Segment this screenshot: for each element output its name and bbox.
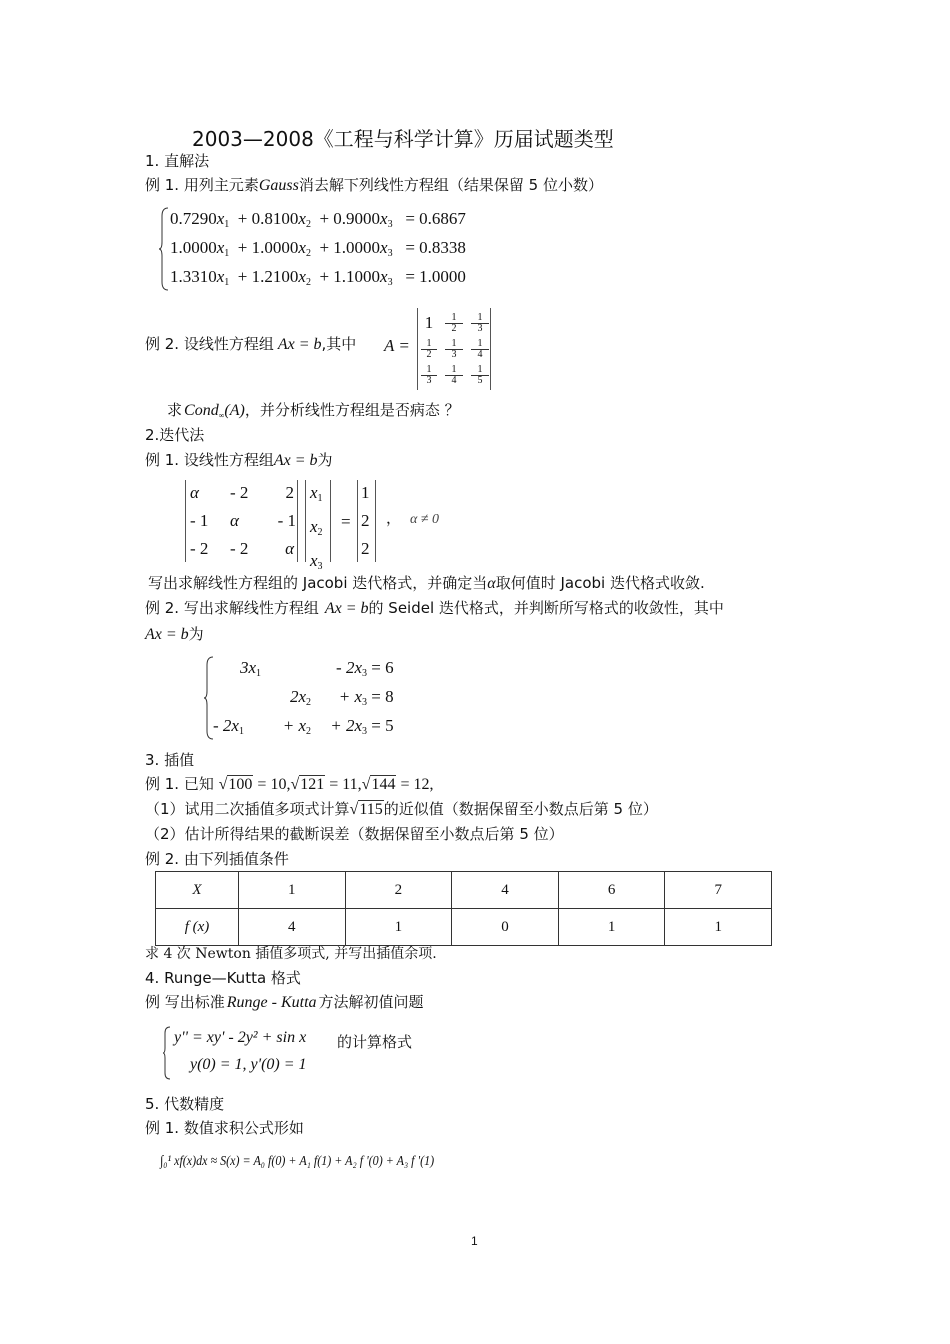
- s2-example1-desc: 写出求解线性方程组的 Jacobi 迭代格式，并确定当α取何值时 Jacobi 迭代格式收敛.: [148, 574, 705, 592]
- s1-ex1-gauss: Gauss: [258, 177, 299, 194]
- s2-matrix-left-bar: [185, 480, 186, 562]
- table-cell: 1: [345, 909, 452, 946]
- s3-example2-question: 求 4 次 Newton 插值多项式, 并写出插值余项.: [145, 946, 437, 962]
- s1-hilbert-left-bar: [417, 308, 418, 390]
- s2-sys-row-2: $2x_2 + x_3 = 8$: [289, 687, 394, 708]
- section-heading-direct: 1. 直解法: [145, 152, 210, 170]
- table-cell: 1: [665, 909, 772, 946]
- table-cell: 7: [665, 872, 772, 909]
- s1-example1-line: [145, 175, 603, 196]
- s2-comma: ，: [386, 509, 402, 527]
- s1-eq-row-1: $0.7290x_1 + 0.8100x_2 + 0.9000x_3 = 0.6867$: [170, 209, 466, 230]
- table-cell: 1: [239, 872, 346, 909]
- s4-example-line: 例 写出标准 Runge - Kutta 方法解初值问题: [145, 993, 424, 1011]
- section-heading-interpolation: 3. 插值: [145, 751, 195, 769]
- s4-ode-initial: y(0) = 1, y'(0) = 1: [190, 1056, 307, 1073]
- s1-hilbert-right-bar: [490, 308, 491, 390]
- s2-sys-row-1: $3x_1 - 2x_3 = 6$: [239, 658, 394, 679]
- table-row-f: [156, 909, 772, 946]
- table-cell: 1: [558, 909, 665, 946]
- table-cell: 4: [239, 909, 346, 946]
- s1-example2-question: 求 Cond$_\infty$(A)，并分析线性方程组是否病态 ？: [167, 401, 460, 420]
- s2-example1-line: 例 1. 设线性方程组Ax = b为: [145, 451, 333, 469]
- s2-x-vector: $x_1$ $x_2$ $x_3$: [310, 483, 323, 572]
- s1-example2-line: 例 2. 设线性方程组 Ax = b,其中: [145, 335, 357, 353]
- s1-eq-row-2: $1.0000x_1 + 1.0000x_2 + 1.0000x_3 = 0.8338$: [170, 238, 466, 259]
- s5-example1-label: 例 1. 数值求积公式形如: [145, 1119, 304, 1137]
- table-cell: 0: [452, 909, 559, 946]
- s1-ex1-label: 例 1. 用列主元素: [145, 176, 259, 194]
- s1-system-brace: [158, 206, 170, 292]
- s2-example2-line2: Ax = b为: [145, 625, 204, 643]
- s2-equals: =: [341, 512, 351, 531]
- table-header-f: f (x): [156, 909, 239, 946]
- page-number: 1: [471, 1234, 478, 1248]
- page-title: 2003—2008《工程与科学计算》历届试题类型: [192, 127, 614, 151]
- section-heading-iterative: 2.迭代法: [145, 426, 205, 444]
- s4-ode-tail: 的计算格式: [337, 1033, 413, 1051]
- s3-example2-label: 例 2. 由下列插值条件: [145, 850, 289, 868]
- table-cell: 6: [558, 872, 665, 909]
- s1-eq-row-3: $1.3310x_1 + 1.2100x_2 + 1.1000x_3 = 1.0000$: [170, 267, 466, 288]
- s2-alpha-condition: α ≠ 0: [410, 512, 440, 527]
- table-cell: 2: [345, 872, 452, 909]
- table-row-x: [156, 872, 772, 909]
- section-heading-runge-kutta: 4. Runge—Kutta 格式: [145, 969, 301, 987]
- table-header-x: X: [156, 872, 239, 909]
- s2-sys-row-3: - $2x_1 + x_2 + 2x_3 = 5$: [213, 716, 394, 737]
- s4-ode-brace: [162, 1025, 172, 1081]
- s4-ode-equation: y'' = xy' - 2y² + sin x: [174, 1029, 307, 1046]
- s2-matrix-right-bar: [297, 480, 298, 562]
- s3-example1-line: 例 1. 已知 √100 = 10,√121 = 11,√144 = 12,: [145, 775, 434, 793]
- s2-bvec-left-bar: [357, 480, 358, 562]
- section-heading-precision: 5. 代数精度: [145, 1095, 225, 1113]
- interpolation-table: [155, 871, 772, 946]
- s2-bvec-right-bar: [375, 480, 376, 562]
- table-cell: 4: [452, 872, 559, 909]
- s2-b-vector: 1 2 2: [361, 483, 370, 558]
- s2-xvec-left-bar: [305, 480, 306, 562]
- s3-question-1: （1）试用二次插值多项式计算√115的近似值（数据保留至小数点后第 5 位）: [145, 800, 658, 818]
- s2-coefficient-matrix: α - 2 2 - 1 α - 1 - 2 - 2 α: [190, 483, 296, 558]
- s3-question-2: （2）估计所得结果的截断误差（数据保留至小数点后第 5 位）: [145, 825, 564, 843]
- s5-quadrature-formula: ∫₀¹ xf(x)dx ≈ S(x) = A₀ f(0) + A₁ f(1) + A₂ f '(0) + A₃ f '(1): [160, 1154, 435, 1169]
- s1-hilbert-matrix: 1 $\frac{1}{2}$ $\frac{1}{3}$ $\frac{1}{2}$ $\frac{1}{3}$ $\frac{1}{4}$ $\frac{1}{3}$ $\frac{1}{4}$ $\frac{1}{5}$: [421, 310, 489, 388]
- s2-example2-line: 例 2. 写出求解线性方程组 Ax = b的 Seidel 迭代格式，并判断所写格式的收敛性，其中: [145, 599, 724, 617]
- s2-xvec-right-bar: [330, 480, 331, 562]
- s1-ex1-rest: 消去解下列线性方程组（结果保留 5 位小数）: [298, 176, 603, 194]
- s1-matrix-A-label: A =: [384, 336, 410, 355]
